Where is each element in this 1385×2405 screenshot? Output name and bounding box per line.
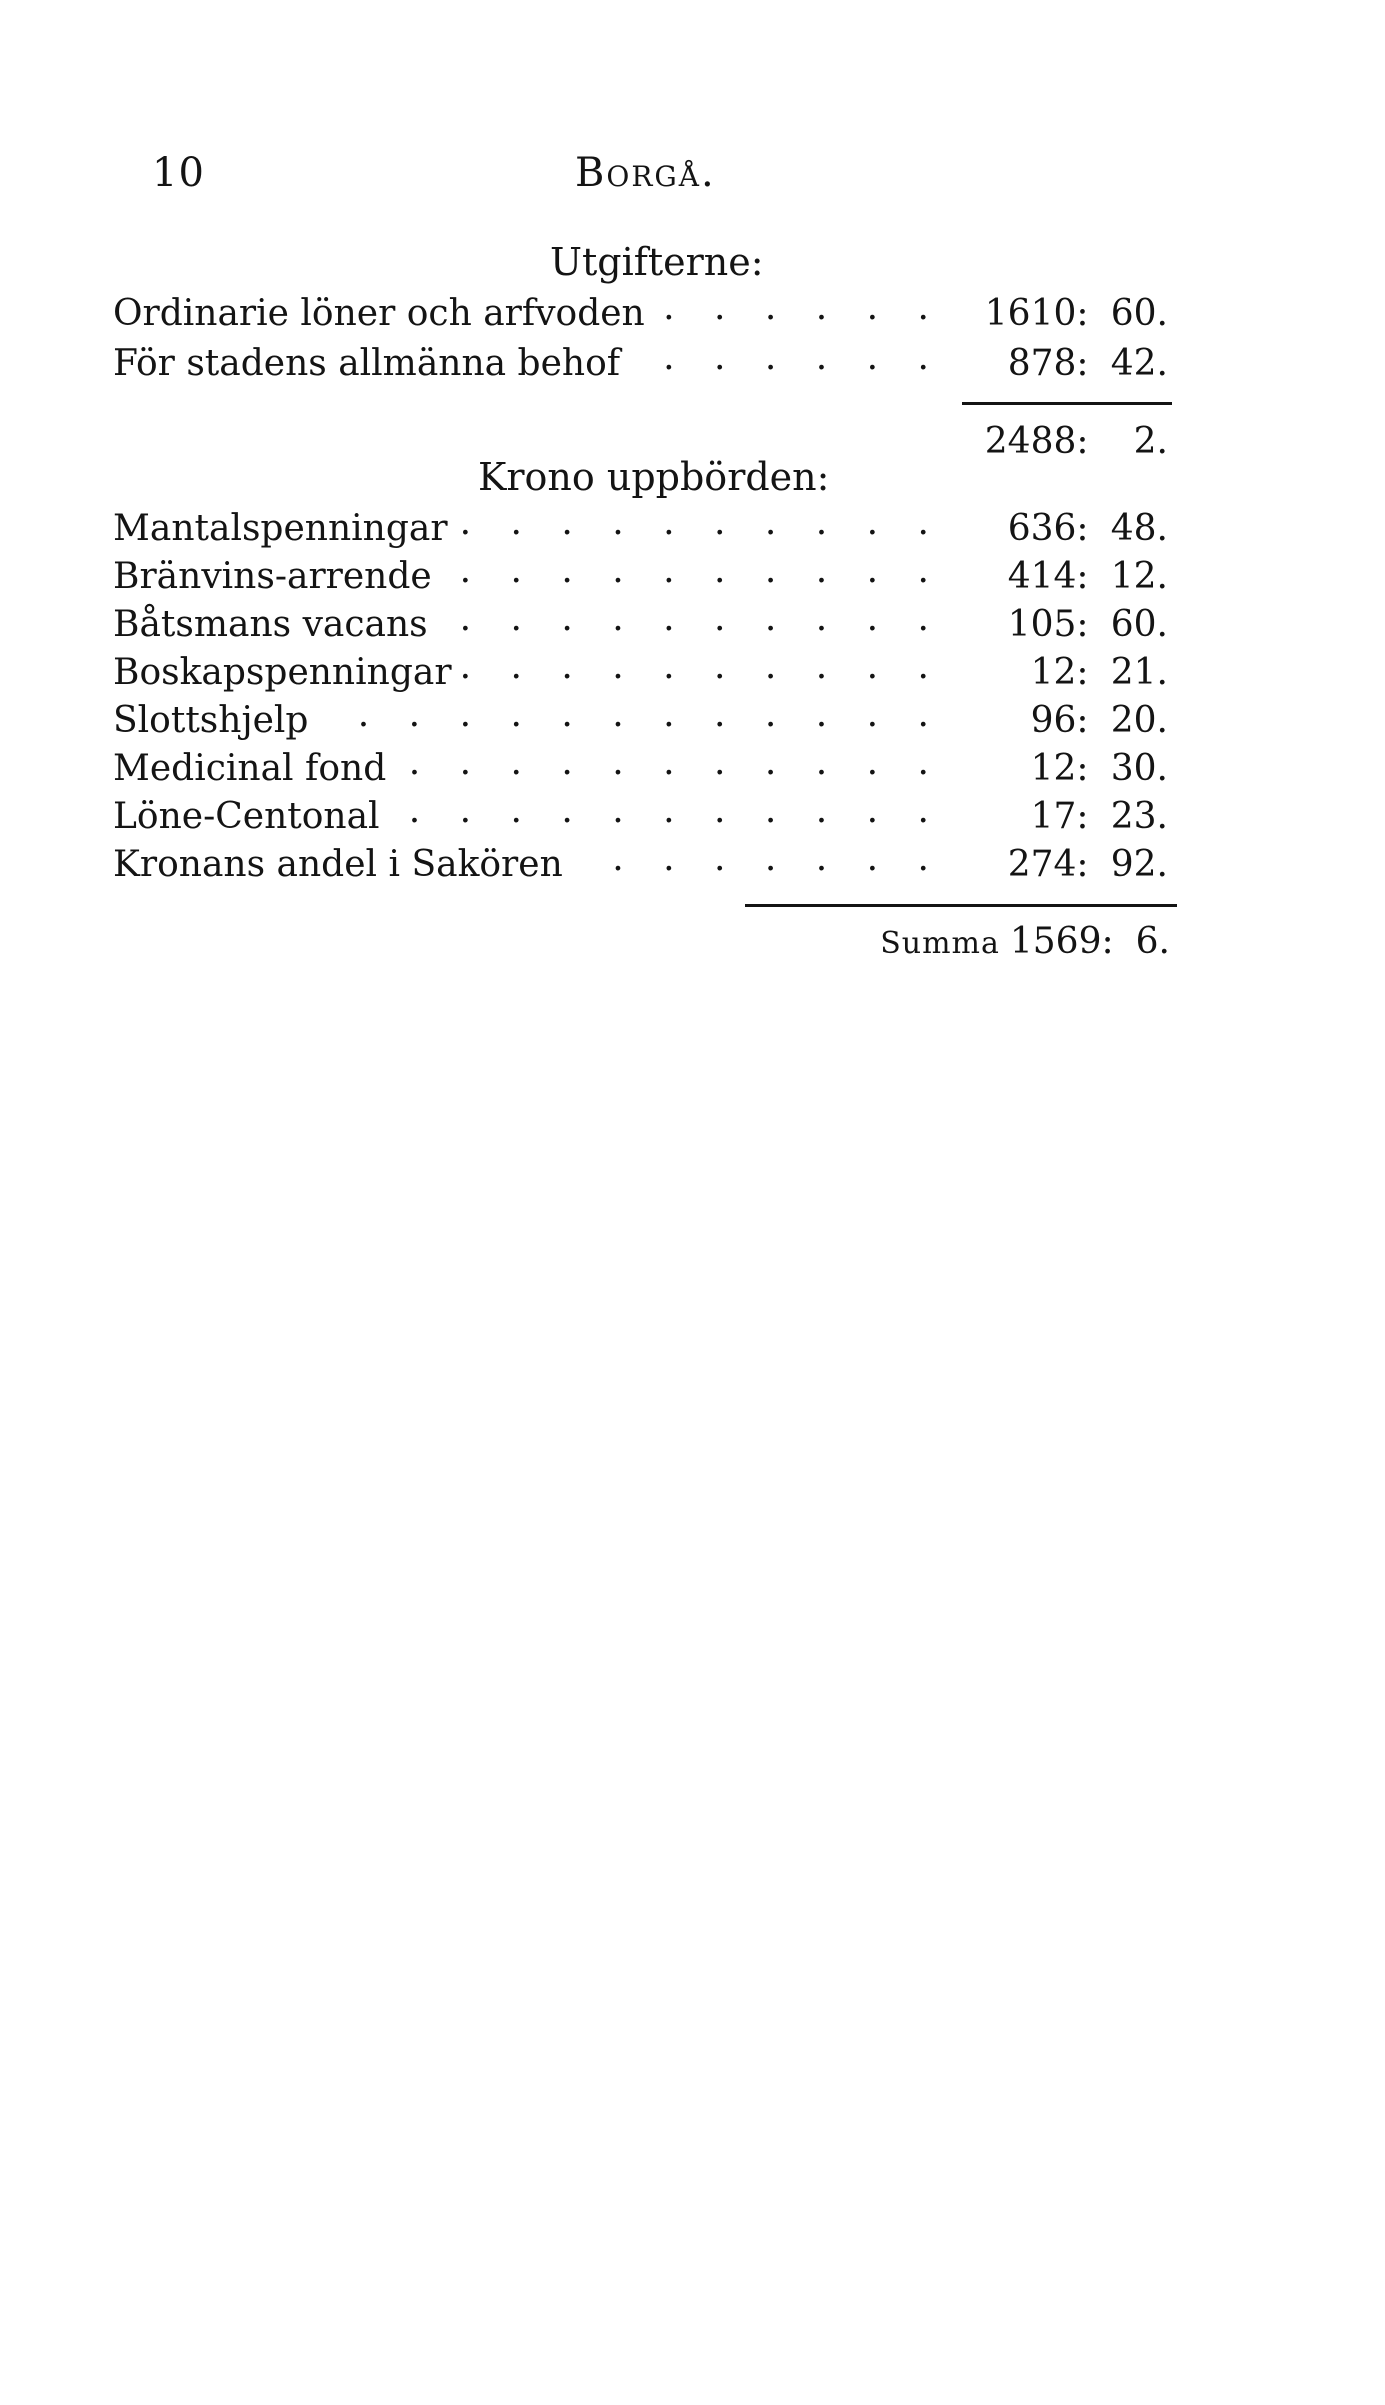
row-amount: 1610: 60. <box>953 290 1168 338</box>
dot-leader: . . . . . . . . . . . . <box>357 694 943 735</box>
dot-leader: . . . . . . . . . . <box>459 646 943 687</box>
ledger-row <box>113 287 1168 338</box>
page-number: 10 <box>152 150 205 196</box>
row-label: Löne-Centonal <box>113 793 384 841</box>
row-label: Boskapspenningar <box>113 649 456 697</box>
sum-rule <box>745 904 1177 907</box>
row-amount: 12: 21. <box>953 649 1168 697</box>
dot-leader: . . . . . . <box>663 337 943 378</box>
amount-whole: 12 <box>1030 652 1077 693</box>
total-rule <box>962 402 1172 405</box>
row-amount: 274: 92. <box>953 841 1168 889</box>
amount-whole: 636 <box>1007 508 1077 549</box>
dot-leader: . . . . . . . . . . <box>459 550 943 591</box>
ledger-row <box>113 790 1168 841</box>
expenses-heading: Utgifterne: <box>550 240 764 284</box>
amount-fraction: 30 <box>1110 748 1157 789</box>
amount-whole: 105 <box>1007 604 1077 645</box>
ledger-row <box>113 694 1168 745</box>
dot-leader: . . . . . . <box>663 287 943 328</box>
ledger-row <box>113 838 1168 889</box>
row-label: Kronans andel i Sakören <box>113 841 567 889</box>
sum-label: Summa <box>880 926 1000 961</box>
dot-leader: . . . . . . . . . . . <box>408 790 943 831</box>
ledger-row <box>113 502 1168 553</box>
ledger-row <box>113 550 1168 601</box>
amount-whole: 96 <box>1030 700 1077 741</box>
amount-fraction: 21 <box>1110 652 1157 693</box>
row-label: Båtsmans vacans <box>113 601 432 649</box>
amount-fraction: 12 <box>1110 556 1157 597</box>
row-label: Mantalspenningar <box>113 505 452 553</box>
crown-heading: Krono uppbörden: <box>478 455 830 499</box>
row-amount: 17: 23. <box>953 793 1168 841</box>
amount-fraction: 48 <box>1110 508 1157 549</box>
amount-whole: 17 <box>1030 796 1077 837</box>
page-header <box>150 150 1185 210</box>
amount-fraction: 20 <box>1110 700 1157 741</box>
row-label: För stadens allmänna behof <box>113 340 624 388</box>
ledger-row <box>113 337 1168 388</box>
row-amount: 878: 42. <box>953 340 1168 388</box>
amount-whole: 274 <box>1007 844 1077 885</box>
amount-fraction: 23 <box>1110 796 1157 837</box>
ledger-row <box>113 646 1168 697</box>
dot-leader: . . . . . . . <box>612 838 943 879</box>
ledger-row <box>113 598 1168 649</box>
dot-leader: . . . . . . . . . . <box>459 502 943 543</box>
amount-whole: 414 <box>1007 556 1077 597</box>
row-amount: 414: 12. <box>953 553 1168 601</box>
amount-whole: 2488 <box>984 421 1077 462</box>
amount-fraction: 60 <box>1110 293 1157 334</box>
amount-whole: 12 <box>1030 748 1077 789</box>
amount-fraction: 6 <box>1135 921 1159 962</box>
row-amount: 636: 48. <box>953 505 1168 553</box>
row-amount: 2488: 2. <box>953 418 1168 466</box>
amount-whole: 878 <box>1007 343 1077 384</box>
crown-total-row: Summa 1569: 6. <box>880 921 1170 962</box>
amount-whole: 1569 <box>1009 921 1102 962</box>
amount-fraction: 2 <box>1133 421 1157 462</box>
row-label: Slottshjelp <box>113 697 312 745</box>
amount-fraction: 42 <box>1110 343 1157 384</box>
dot-leader: . . . . . . . . . . . <box>408 742 943 783</box>
running-title: Borgå. <box>575 150 716 196</box>
ledger-row <box>113 742 1168 793</box>
row-amount: 96: 20. <box>953 697 1168 745</box>
row-label: Medicinal fond <box>113 745 390 793</box>
amount-fraction: 60 <box>1110 604 1157 645</box>
row-label: Ordinarie löner och arfvoden <box>113 290 649 338</box>
row-amount: 105: 60. <box>953 601 1168 649</box>
amount-whole: 1610 <box>984 293 1077 334</box>
amount-fraction: 92 <box>1110 844 1157 885</box>
row-label: Bränvins-arrende <box>113 553 436 601</box>
row-amount: 12: 30. <box>953 745 1168 793</box>
dot-leader: . . . . . . . . . . <box>459 598 943 639</box>
